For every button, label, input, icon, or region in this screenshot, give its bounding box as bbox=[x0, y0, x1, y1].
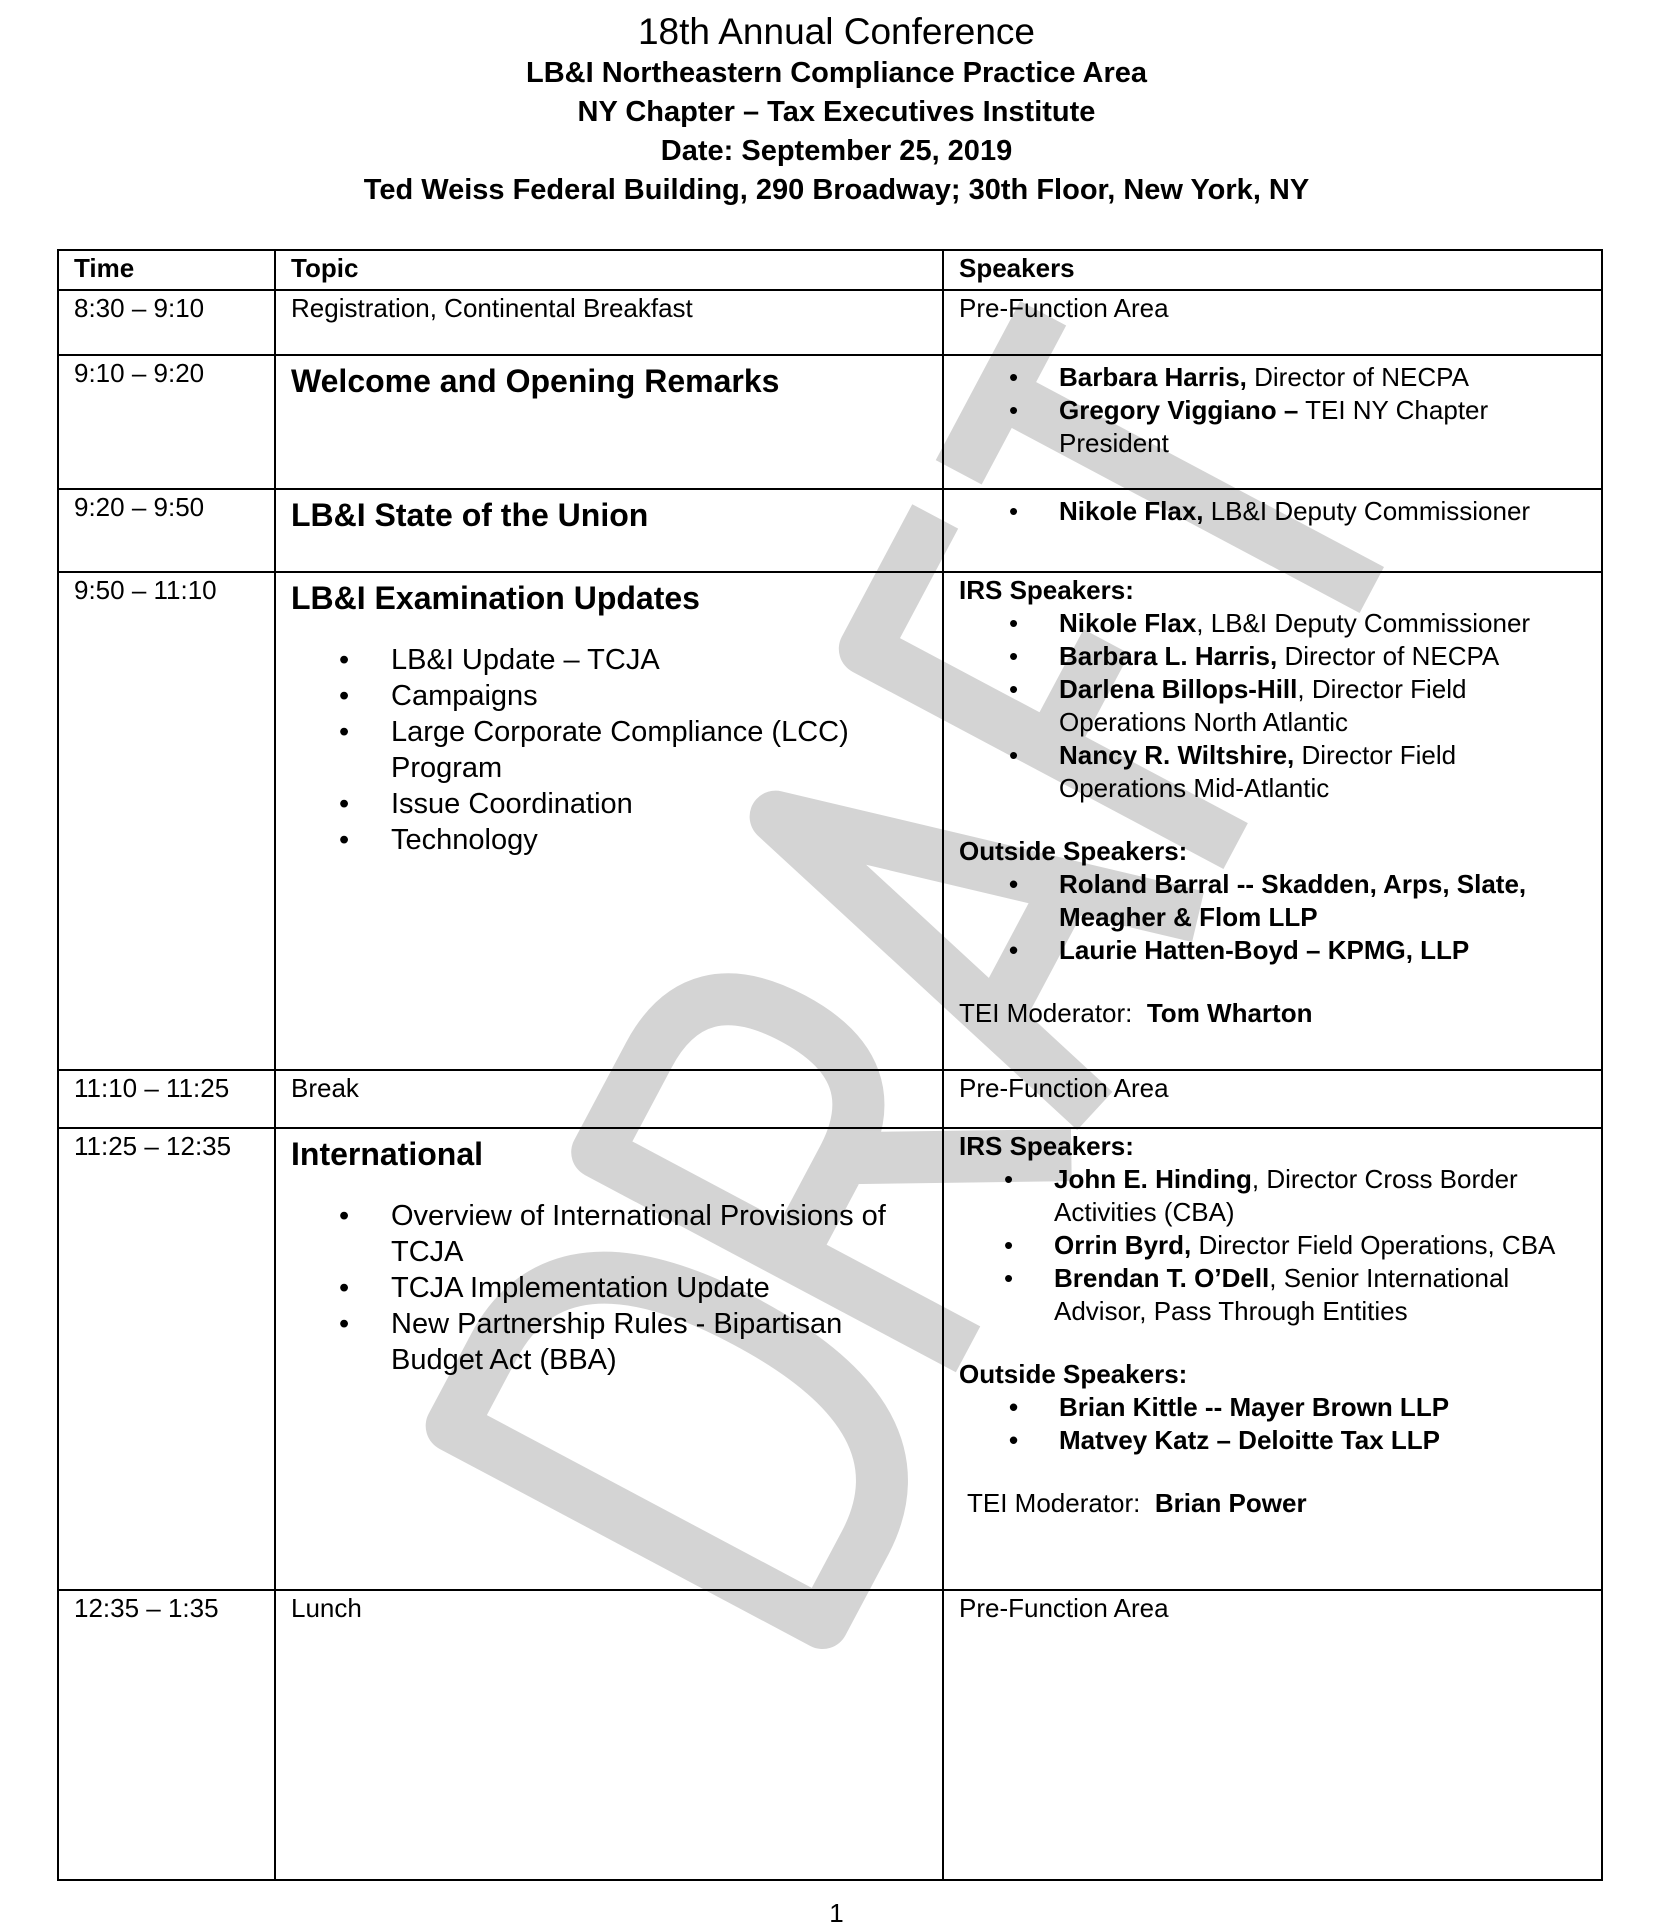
header-speakers: Speakers bbox=[943, 250, 1602, 290]
subtopic-item: • Large Corporate Compliance (LCC) Program bbox=[391, 714, 930, 786]
topic-cell bbox=[275, 1128, 943, 1590]
subtopic-item: • LB&I Update – TCJA bbox=[391, 642, 930, 678]
conference-title: 18th Annual Conference bbox=[637, 11, 1036, 52]
speaker-item bbox=[1059, 640, 1589, 673]
topic-cell bbox=[275, 489, 943, 572]
topic-title: Welcome and Opening Remarks bbox=[291, 363, 780, 399]
speaker-item bbox=[1059, 361, 1589, 394]
header-time: Time bbox=[58, 250, 275, 290]
speaker-role: , LB&I Deputy Commissioner bbox=[1196, 608, 1531, 638]
topic-cell bbox=[275, 572, 943, 1070]
speaker-item bbox=[1054, 1229, 1589, 1262]
table-row bbox=[58, 1070, 1602, 1128]
subtopic-item: • Overview of International Provisions of TCJA bbox=[391, 1198, 930, 1270]
speaker-name: Darlena Billops-Hill bbox=[1059, 674, 1298, 704]
table-row bbox=[58, 572, 1602, 1070]
speaker-name: Barbara Harris, bbox=[1059, 362, 1247, 392]
speaker-name: John E. Hinding bbox=[1054, 1164, 1252, 1194]
speaker-item bbox=[1054, 1163, 1589, 1229]
speaker-role: , Director Field Operations North Atlantic bbox=[1059, 674, 1467, 737]
moderator-name: Brian Power bbox=[1154, 1488, 1307, 1518]
outside-speaker-item: • Matvey Katz – Deloitte Tax LLP bbox=[1059, 1424, 1589, 1457]
document-header bbox=[0, 10, 1673, 210]
time-cell: 12:35 – 1:35 bbox=[58, 1590, 275, 1880]
speaker-role: Director of NECPA bbox=[1246, 362, 1469, 392]
table-row bbox=[58, 355, 1602, 489]
speaker-item bbox=[1059, 739, 1589, 805]
table-row bbox=[58, 1590, 1602, 1880]
speaker-role: TEI NY Chapter President bbox=[1059, 395, 1489, 458]
moderator-label: TEI Moderator: bbox=[959, 998, 1133, 1028]
outside-speaker-item: • Brian Kittle -- Mayer Brown LLP bbox=[1059, 1391, 1589, 1424]
outside-speaker-item: • Laurie Hatten-Boyd – KPMG, LLP bbox=[1059, 934, 1589, 967]
speaker-role: Director Field Operations, CBA bbox=[1191, 1230, 1556, 1260]
moderator-line bbox=[959, 997, 1589, 1030]
topic-cell: Registration, Continental Breakfast bbox=[275, 290, 943, 355]
speakers-cell bbox=[943, 572, 1602, 1070]
practice-area-line: LB&I Northeastern Compliance Practice Area bbox=[525, 57, 1147, 89]
irs-speakers-heading: IRS Speakers: bbox=[959, 575, 1134, 605]
speakers-cell bbox=[943, 489, 1602, 572]
subtopic-item: • Technology bbox=[391, 822, 930, 858]
speaker-item bbox=[1059, 607, 1589, 640]
subtopic-item: • TCJA Implementation Update bbox=[391, 1270, 930, 1306]
subtopic-item: • New Partnership Rules - Bipartisan Budget Act (BBA) bbox=[391, 1306, 930, 1378]
topic-cell: Break bbox=[275, 1070, 943, 1128]
speaker-role: , Senior International Advisor, Pass Through Entities bbox=[1054, 1263, 1510, 1326]
speaker-item bbox=[1059, 495, 1589, 528]
speaker-role: , Director Cross Border Activities (CBA) bbox=[1054, 1164, 1518, 1227]
subtopic-item: • Campaigns bbox=[391, 678, 930, 714]
topic-cell bbox=[275, 355, 943, 489]
speaker-item bbox=[1059, 394, 1589, 460]
moderator-name: Tom Wharton bbox=[1146, 998, 1313, 1028]
topic-title: LB&I Examination Updates bbox=[291, 580, 700, 616]
outside-speakers-heading: Outside Speakers: bbox=[959, 836, 1188, 866]
irs-speakers-heading: IRS Speakers: bbox=[959, 1131, 1134, 1161]
speaker-name: Nikole Flax bbox=[1059, 608, 1197, 638]
location-cell: Pre-Function Area bbox=[943, 1590, 1602, 1880]
speakers-cell bbox=[943, 1128, 1602, 1590]
speaker-name: Barbara L. Harris, bbox=[1059, 641, 1278, 671]
speakers-cell bbox=[943, 355, 1602, 489]
time-cell: 9:10 – 9:20 bbox=[58, 355, 275, 489]
speaker-name: Brendan T. O’Dell bbox=[1054, 1263, 1270, 1293]
outside-speaker-item: • Roland Barral -- Skadden, Arps, Slate, Meagher & Flom LLP bbox=[1059, 868, 1589, 934]
chapter-line: NY Chapter – Tax Executives Institute bbox=[577, 96, 1096, 128]
table-row bbox=[58, 1128, 1602, 1590]
speaker-role: Director Field Operations Mid-Atlantic bbox=[1059, 740, 1457, 803]
speaker-name: Nikole Flax, bbox=[1059, 496, 1204, 526]
agenda-table bbox=[57, 249, 1603, 1881]
time-cell: 11:25 – 12:35 bbox=[58, 1128, 275, 1590]
speaker-role: LB&I Deputy Commissioner bbox=[1203, 496, 1531, 526]
moderator-line bbox=[959, 1487, 1589, 1520]
topic-title: International bbox=[291, 1136, 484, 1172]
location-cell: Pre-Function Area bbox=[943, 290, 1602, 355]
speaker-name: Nancy R. Wiltshire, bbox=[1059, 740, 1295, 770]
table-row bbox=[58, 489, 1602, 572]
date-line: Date: September 25, 2019 bbox=[660, 135, 1013, 167]
time-cell: 8:30 – 9:10 bbox=[58, 290, 275, 355]
outside-speakers-heading: Outside Speakers: bbox=[959, 1359, 1188, 1389]
table-header-row bbox=[58, 250, 1602, 290]
table-row bbox=[58, 290, 1602, 355]
page-number: 1 bbox=[829, 1898, 844, 1928]
time-cell: 9:20 – 9:50 bbox=[58, 489, 275, 572]
subtopic-item: • Issue Coordination bbox=[391, 786, 930, 822]
speaker-item bbox=[1054, 1262, 1589, 1328]
moderator-label: TEI Moderator: bbox=[967, 1488, 1141, 1518]
topic-title: LB&I State of the Union bbox=[291, 497, 649, 533]
time-cell: 9:50 – 11:10 bbox=[58, 572, 275, 1070]
speaker-name: Gregory Viggiano – bbox=[1059, 395, 1299, 425]
time-cell: 11:10 – 11:25 bbox=[58, 1070, 275, 1128]
speaker-role: Director of NECPA bbox=[1277, 641, 1500, 671]
speaker-item bbox=[1059, 673, 1589, 739]
location-cell: Pre-Function Area bbox=[943, 1070, 1602, 1128]
topic-cell: Lunch bbox=[275, 1590, 943, 1880]
header-topic: Topic bbox=[275, 250, 943, 290]
speaker-name: Orrin Byrd, bbox=[1054, 1230, 1192, 1260]
location-line: Ted Weiss Federal Building, 290 Broadway; 30th Floor, New York, NY bbox=[363, 174, 1310, 206]
